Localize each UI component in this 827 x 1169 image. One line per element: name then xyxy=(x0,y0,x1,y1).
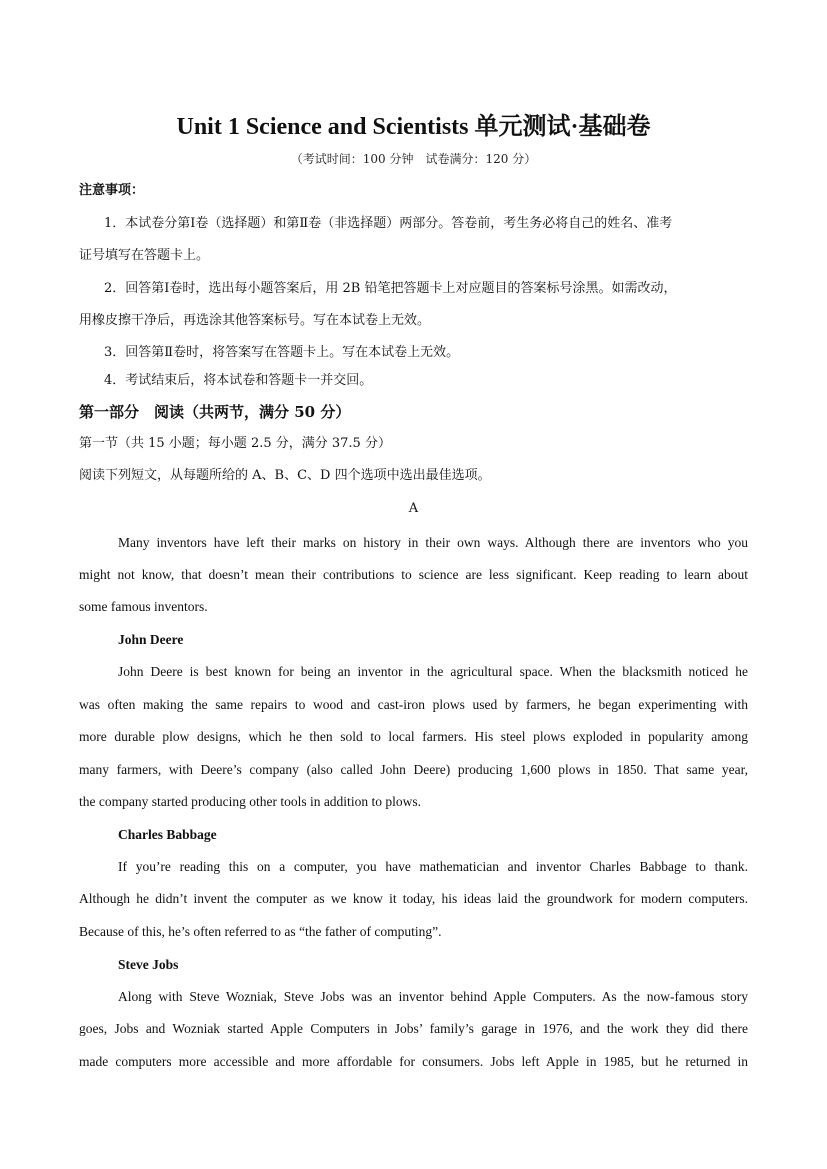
instruction-line: 阅读下列短文，从每题所给的 A、B、C、D 四个选项中选出最佳选项。 xyxy=(79,468,491,483)
paragraph-line: might not know, that doesn’t mean their contributions to science are less significant. Keep reading to learn about xyxy=(79,567,748,582)
paragraph-line: the company started producing other tools in addition to plows. xyxy=(79,794,421,809)
notice-line: 2．回答第Ⅰ卷时，选出每小题答案后，用 2B 铅笔把答题卡上对应题目的答案标号涂黑。如需改动， xyxy=(104,281,677,296)
paragraph-line: Because of this, he’s often referred to as “the father of computing”. xyxy=(79,924,442,939)
paragraph-line: more durable plow designs, which he then sold to local farmers. His steel plows exploded in popularity among xyxy=(79,729,748,744)
paragraph-line: John Deere is best known for being an inventor in the agricultural space. When the blacksmith noticed he xyxy=(118,664,748,679)
paragraph-line: Although he didn’t invent the computer as we know it today, his ideas laid the groundwork for modern computers. xyxy=(79,891,748,906)
paragraph-line: some famous inventors. xyxy=(79,599,208,614)
subheading-charles-babbage: Charles Babbage xyxy=(118,827,217,842)
paragraph-line: was often making the same repairs to wood and cast-iron plows used by farmers, he began experimenting with xyxy=(79,697,748,712)
notice-line: 证号填写在答题卡上。 xyxy=(79,248,210,263)
paragraph-line: Along with Steve Wozniak, Steve Jobs was an inventor behind Apple Computers. As the now-famous story xyxy=(118,989,748,1004)
notice-line: 4．考试结束后，将本试卷和答题卡一并交回。 xyxy=(104,373,373,388)
paragraph-line: many farmers, with Deere’s company (also called John Deere) producing 1,600 plows in 1850. That same year, xyxy=(79,762,748,777)
exam-info: （考试时间：100 分钟 试卷满分：120 分） xyxy=(290,152,537,166)
subheading-steve-jobs: Steve Jobs xyxy=(118,957,179,972)
paragraph-line: goes, Jobs and Wozniak started Apple Computers in Jobs’ family’s garage in 1976, and the work they did there xyxy=(79,1021,748,1036)
notice-line: 用橡皮擦干净后，再选涂其他答案标号。写在本试卷上无效。 xyxy=(79,313,431,328)
paragraph-line: Many inventors have left their marks on history in their own ways. Although there are inventors who you xyxy=(118,535,748,550)
notice-line: 3．回答第Ⅱ卷时，将答案写在答题卡上。写在本试卷上无效。 xyxy=(104,345,460,360)
paragraph-line: made computers more accessible and more affordable for consumers. Jobs left Apple in 1985, but he returned in xyxy=(79,1054,748,1069)
subheading-john-deere: John Deere xyxy=(118,632,184,647)
paragraph-line: If you’re reading this on a computer, you have mathematician and inventor Charles Babbage to thank. xyxy=(118,859,748,874)
notice-line: 1．本试卷分第Ⅰ卷（选择题）和第Ⅱ卷（非选择题）两部分。答卷前，考生务必将自己的姓名、准考 xyxy=(104,216,673,231)
notice-heading: 注意事项： xyxy=(79,183,145,198)
part-heading: 第一部分 阅读（共两节，满分 50 分） xyxy=(79,403,351,421)
page-title: Unit 1 Science and Scientists 单元测试·基础卷 xyxy=(176,114,651,140)
passage-label: A xyxy=(408,501,419,516)
section-line: 第一节（共 15 小题；每小题 2.5 分，满分 37.5 分） xyxy=(79,436,391,451)
